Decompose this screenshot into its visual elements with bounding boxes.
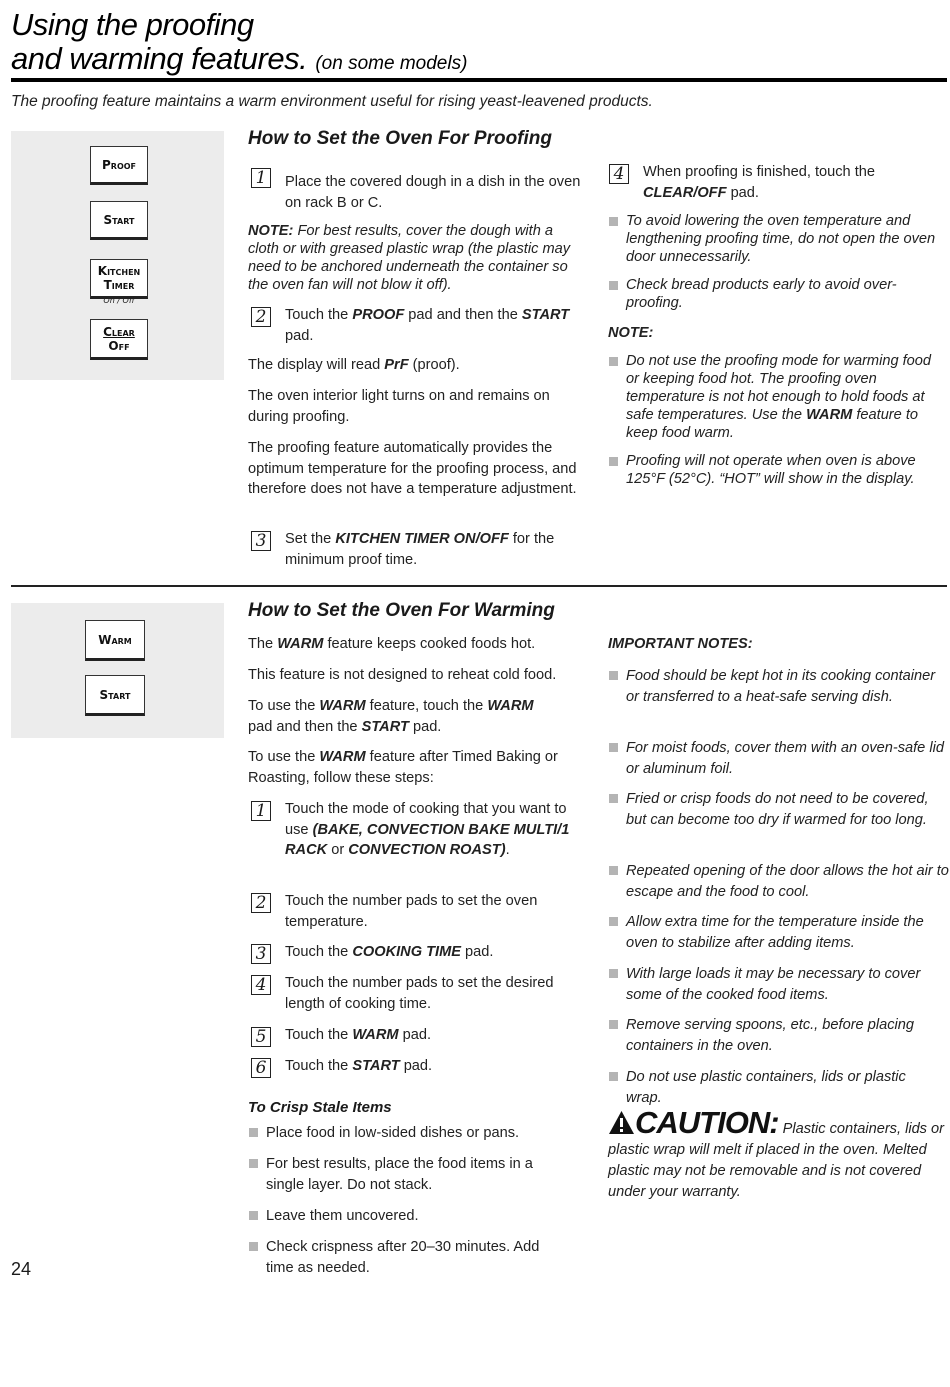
bullet-square-icon	[609, 281, 618, 290]
crisp-bullet: For best results, place the food items in a single layer. Do not stack.	[249, 1154, 559, 1195]
warming-pad-panel	[11, 603, 224, 738]
important-bullet: Repeated opening of the door allows the hot air to escape and the food to cool.	[609, 861, 949, 902]
important-bullet: Fried or crisp foods do not need to be covered, but can become too dry if warmed for too long.	[609, 789, 949, 830]
title-line-1: Using the proofing	[11, 7, 254, 42]
warming-p1: The WARM feature keeps cooked foods hot.	[248, 636, 536, 652]
important-bullet: Do not use plastic containers, lids or plastic wrap.	[609, 1067, 939, 1108]
crisp-bullet: Place food in low-sided dishes or pans.	[249, 1123, 569, 1144]
step-number: 1	[251, 168, 271, 188]
step-number: 4	[609, 164, 629, 184]
step-number: 6	[251, 1058, 271, 1078]
kitchen-timer-sublabel: On / Off	[103, 296, 135, 305]
light-text: The oven interior light turns on and remains on during proofing.	[248, 388, 550, 425]
bullet-square-icon	[609, 743, 618, 752]
note-label: NOTE:	[608, 325, 654, 341]
important-bullet: Remove serving spoons, etc., before placing containers in the oven.	[609, 1015, 939, 1056]
clear-off-pad: Clear Off	[90, 319, 148, 360]
proofing-step-3	[251, 529, 591, 570]
warming-step-6	[251, 1056, 591, 1078]
start-pad: Start	[85, 675, 145, 716]
warning-triangle-icon	[608, 1110, 635, 1135]
warming-step-2	[251, 891, 591, 932]
step-text: Touch the START pad.	[285, 1058, 433, 1074]
warming-step-5	[251, 1025, 591, 1047]
important-bullet: Allow extra time for the temperature inside the oven to stabilize after adding items.	[609, 912, 939, 953]
start-pad: Start	[90, 201, 148, 240]
bullet-square-icon	[609, 969, 618, 978]
proofing-bullet: Check bread products early to avoid over-proofing.	[609, 276, 939, 312]
kitchen-timer-pad: Kitchen Timer	[90, 259, 148, 299]
caution-label: CAUTION:	[635, 1105, 779, 1140]
caution-block	[608, 1105, 948, 1203]
proofing-bullet: To avoid lowering the oven temperature and lengthening proofing time, do not open the oven door unnecessarily.	[609, 212, 939, 266]
auto-temp-text: The proofing feature automatically provides the optimum temperature for the proofing process, and therefore does not have a temperature adjustment.	[248, 440, 577, 497]
warming-p3: To use the WARM feature, touch the WARM pad and then the START pad.	[248, 698, 534, 735]
page-title	[11, 8, 467, 81]
step-number: 3	[251, 531, 271, 551]
warming-p2: This feature is not designed to reheat cold food.	[248, 667, 557, 683]
bullet-square-icon	[249, 1159, 258, 1168]
warming-step-4	[251, 973, 591, 1014]
title-subtitle: (on some models)	[315, 53, 468, 74]
step-text: When proofing is finished, touch the CLEAR/OFF pad.	[643, 164, 876, 201]
bullet-square-icon	[609, 794, 618, 803]
important-bullet: For moist foods, cover them with an oven-safe lid or aluminum foil.	[609, 738, 949, 779]
bullet-square-icon	[609, 1072, 618, 1081]
important-bullet: Food should be kept hot in its cooking container or transferred to a heat-safe serving dish.	[609, 666, 949, 707]
bullet-square-icon	[609, 217, 618, 226]
step-text: Place the covered dough in a dish in the oven on rack B or C.	[285, 174, 581, 211]
bullet-square-icon	[609, 917, 618, 926]
bullet-square-icon	[609, 671, 618, 680]
bullet-square-icon	[609, 357, 618, 366]
warm-pad: Warm	[85, 620, 145, 661]
warming-step-3	[251, 942, 591, 964]
intro-text: The proofing feature maintains a warm environment useful for rising yeast-leavened products.	[11, 93, 653, 110]
step-text: Touch the number pads to set the desired length of cooking time.	[285, 975, 554, 1012]
step-number: 1	[251, 801, 271, 821]
step-number: 2	[251, 307, 271, 327]
proofing-note: NOTE: For best results, cover the dough with a cloth or with greased plastic wrap (the plastic may need to be anchored underneath the container so the oven fan will not blow it off).	[248, 223, 571, 293]
bullet-square-icon	[249, 1211, 258, 1220]
step-text: Touch the number pads to set the oven temperature.	[285, 893, 538, 930]
important-bullet: With large loads it may be necessary to cover some of the cooked food items.	[609, 964, 949, 1005]
step-text: Touch the COOKING TIME pad.	[285, 944, 494, 960]
warming-step-1	[251, 799, 571, 861]
proofing-heading: How to Set the Oven For Proofing	[248, 128, 552, 149]
page-number: 24	[11, 1259, 32, 1279]
proofing-note-bullet: Do not use the proofing mode for warming food or keeping food hot. The proofing oven temperature is not hot enough to hold foods at safe temperatures. Use the WARM feature to keep food warm.	[609, 352, 944, 442]
step-number: 5	[251, 1027, 271, 1047]
step-text: Touch the mode of cooking that you want to use (BAKE, CONVECTION BAKE MULTI/1 RACK or CONVECTION ROAST).	[285, 801, 570, 858]
step-number: 4	[251, 975, 271, 995]
display-text: The display will read PrF (proof).	[248, 357, 460, 373]
proofing-pad-panel	[11, 131, 224, 380]
bullet-square-icon	[249, 1242, 258, 1251]
proof-pad: Proof	[90, 146, 148, 185]
warming-heading: How to Set the Oven For Warming	[248, 600, 555, 621]
crisp-bullet: Check crispness after 20–30 minutes. Add time as needed.	[249, 1237, 549, 1278]
proofing-step-2	[251, 305, 591, 346]
header-rule	[11, 78, 947, 82]
step-text: Touch the WARM pad.	[285, 1027, 432, 1043]
step-text: Touch the PROOF pad and then the START pad.	[285, 307, 570, 344]
step-text: Set the KITCHEN TIMER ON/OFF for the minimum proof time.	[285, 531, 555, 568]
step-number: 2	[251, 893, 271, 913]
section-divider	[11, 585, 947, 587]
proofing-step-1	[251, 166, 591, 213]
proofing-step-4	[609, 162, 909, 203]
bullet-square-icon	[609, 1020, 618, 1029]
bullet-square-icon	[249, 1128, 258, 1137]
caution-text: Plastic containers, lids or plastic wrap will melt if placed in the oven. Melted plastic may not be removable and is not covered under your warranty.	[608, 1121, 945, 1200]
proofing-note-bullet: Proofing will not operate when oven is above 125°F (52°C). “HOT” will show in the display.	[609, 452, 944, 488]
bullet-square-icon	[609, 457, 618, 466]
title-line-2: and warming features.	[11, 41, 308, 76]
step-number: 3	[251, 944, 271, 964]
crisp-bullet: Leave them uncovered.	[249, 1206, 569, 1227]
important-notes-label: IMPORTANT NOTES:	[608, 636, 753, 652]
bullet-square-icon	[609, 866, 618, 875]
warming-p4: To use the WARM feature after Timed Baking or Roasting, follow these steps:	[248, 749, 558, 786]
crisp-heading: To Crisp Stale Items	[248, 1099, 392, 1116]
